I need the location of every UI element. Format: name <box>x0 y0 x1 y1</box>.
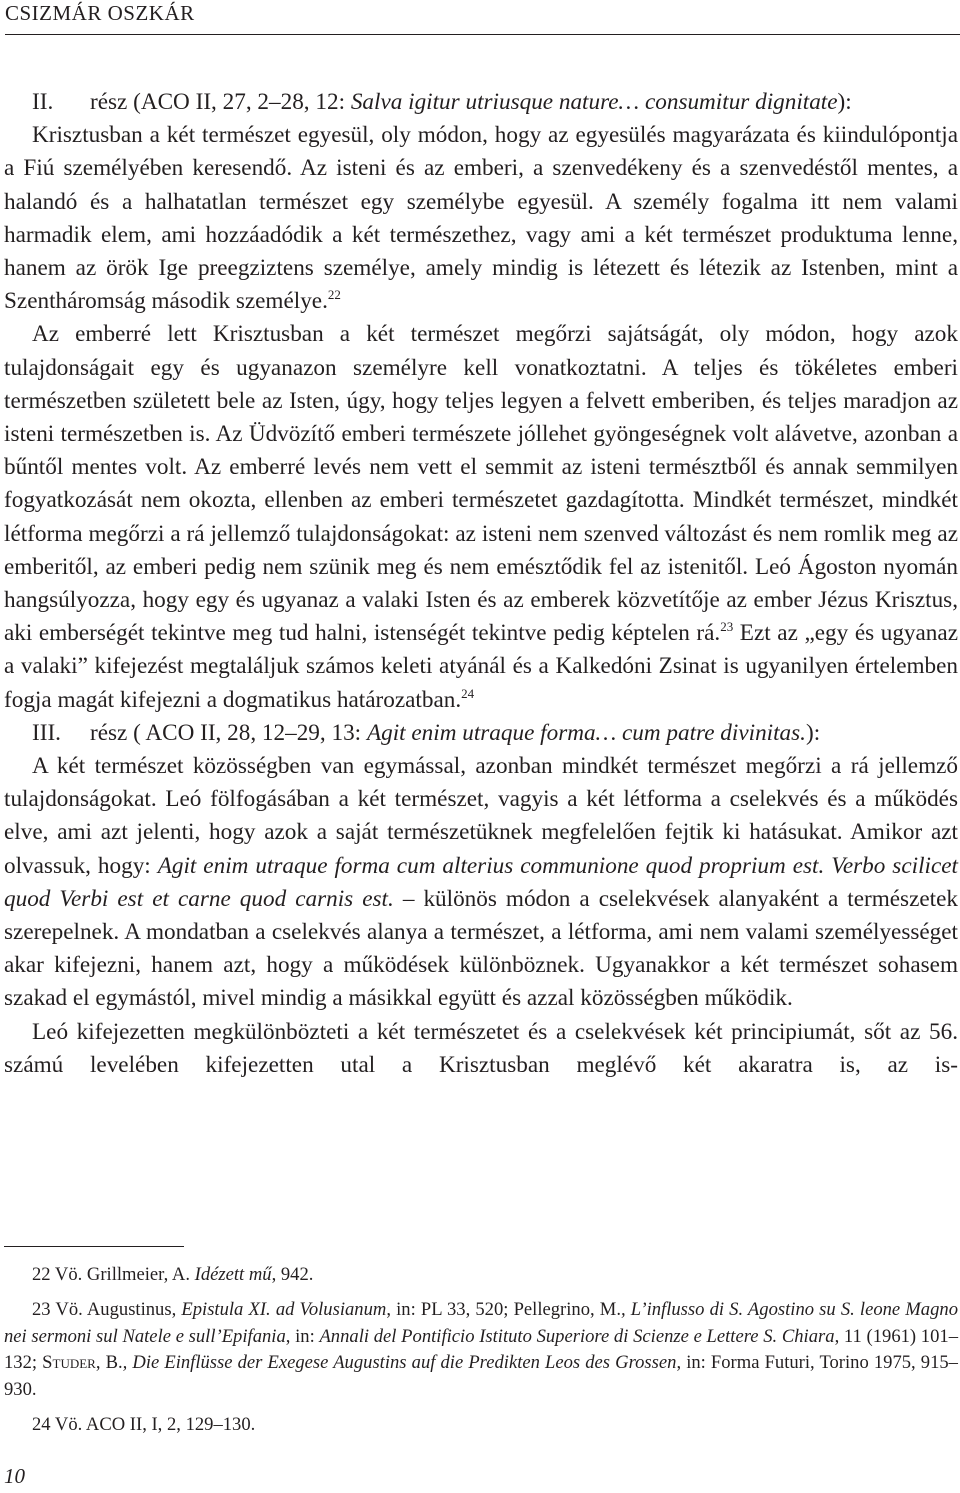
main-text <box>4 86 958 1082</box>
latin-quote: Salva igitur utriusque nature… consumitur dignitate <box>350 89 838 115</box>
section-heading-2: II. rész (ACO II, 27, 2–28, 12: Salva igitur utriusque nature… consumitur dignitate): <box>4 86 958 119</box>
page-number: 10 <box>4 1464 25 1488</box>
footnote-22: 22 Vö. Grillmeier, A. Idézett mű, 942. <box>32 1264 314 1285</box>
footnote-23: 23 Vö. Augustinus, Epistula XI. ad Volusianum, in: PL 33, 520; Pellegrino, M., L’influsso di S. Agostino su S. leone Magno nei sermoni sul Natele e sull’Epifania, in: Annali del Pontificio Istituto Superiore di Scienze e Lettere S. Chiara, 11 (1961) 101–132; Studer, B., Die Einflüsse der Exegese Augustins auf die Predikten Leos des Grossen, in: Forma Futuri, Torino 1975, 915–930. <box>4 1298 958 1401</box>
footnotes <box>4 1262 958 1439</box>
footnote-24: 24 Vö. ACO II, I, 2, 129–130. <box>32 1413 256 1435</box>
running-header <box>5 0 960 35</box>
section-heading-3: III. rész ( ACO II, 28, 12–29, 13: Agit enim utraque forma… cum patre divinitas.): <box>4 717 958 750</box>
section-number: II. <box>32 89 54 115</box>
section-number: III. <box>32 719 61 746</box>
footnote-ref[interactable]: 22 <box>327 287 341 303</box>
paragraph: Az emberré lett Krisztusban a két természet megőrzi sajátságát, oly módon, hogy azok tulajdonságait egy és ugyanazon személyre kell vonatkoztatni. A teljes és tökéletes emberi természetben született bele az Isten, úgy, hogy teljes legyen a felvett emberiben, és teljes maradjon az isteni természetben is. Az Üdvözítő emberi természete jóllehet gyöngeségnek volt alávetve, azonban a bűntől mentes volt. Az emberré levés nem vett el semmit az isteni természtből és annak semmilyen fogyatkozását nem okozta, ellenben az emberi természetet gazdagította. Mindkét természet, mindkét létforma megőrzi a rá jellemző tulajdonságokat: az isteni nem szenved változást és nem romlik meg az emberitől, az emberi pedig nem szünik meg és nem emésztődik fel az istenitől. Leó Ágoston nyomán hangsúlyozza, hogy egy és ugyanaz a valaki Isten és az emberek közvetítője az ember Jézus Krisztus, aki emberségét tekintve meg tud halni, istenségét tekintve pedig képtelen rá.$^{23}$ Ezt az „egy és ugyanaz a valaki” kifejezést megtaláljuk számos keleti atyánál és a Kalkedóni Zsinat is ugyanilyen értelemben fogja magát kifejezni a dogmatikus határozatban.$^{24}$ <box>4 321 958 713</box>
running-header-title: CSIZMÁR OSZKÁR <box>5 1 195 25</box>
footnote-rule <box>4 1246 184 1247</box>
footnote-ref[interactable]: 23 <box>720 619 734 635</box>
footnote-ref[interactable]: 24 <box>461 685 475 701</box>
latin-quote: Agit enim utraque forma cum alterius communione quod proprium est. Verbo scilicet quod Verbi est et carne quod carnis est. <box>4 852 958 912</box>
paragraph: Krisztusban a két természet egyesül, oly módon, hogy az egyesülés magyarázata és kiindulópontja a Fiú személyében keresendő. Az isteni és az emberi, a szenvedékeny és a szenvedéstől mentes, a halandó és a halhatatlan természet egy személybe egyesül. A személy fogalma itt nem valami harmadik elem, ami hozzáadódik a két természethez, vagy ami a két természet produktuma lenne, hanem az örök Ige preegziztens személye, amely mindig is létezett és létezik az Istenben, mint a Szentháromság második személye.$^{22}$ <box>4 122 958 315</box>
paragraph: Leó kifejezetten megkülönbözteti a két természetet és a cselekvések két principiumát, sőt az 56. számú levelében kifejezetten utal a Krisztusban meglévő két akaratra is, az is- <box>4 1018 958 1078</box>
latin-quote: Agit enim utraque forma… cum patre divinitas. <box>366 719 806 746</box>
paragraph: A két természet közösségben van egymással, azonban mindkét természet megőrzi a rá jellemző tulajdonságokat. Leó fölfogásában a két természet, vagyis a két létforma a cselekvés és a működés elve, ami azt jelenti, hogy azok a saját természetüknek megfelelően fejtik ki hatásukat. Amikor azt olvassuk, hogy: Agit enim utraque forma cum alterius communione quod proprium est. Verbo scilicet quod Verbi est et carne quod carnis est. – különös módon a cselekvések alanyaként a természetek szerepelnek. A mondatban a cselekvés alanya a természet, a létforma, ami nem valami személyességet akar kifejezni, hanem azt, hogy a működések különböznek. Ugyanakkor a két természet sohasem szakad el egymástól, mivel mindig a másikkal együtt és azzal közösségben működik. <box>4 753 958 1012</box>
